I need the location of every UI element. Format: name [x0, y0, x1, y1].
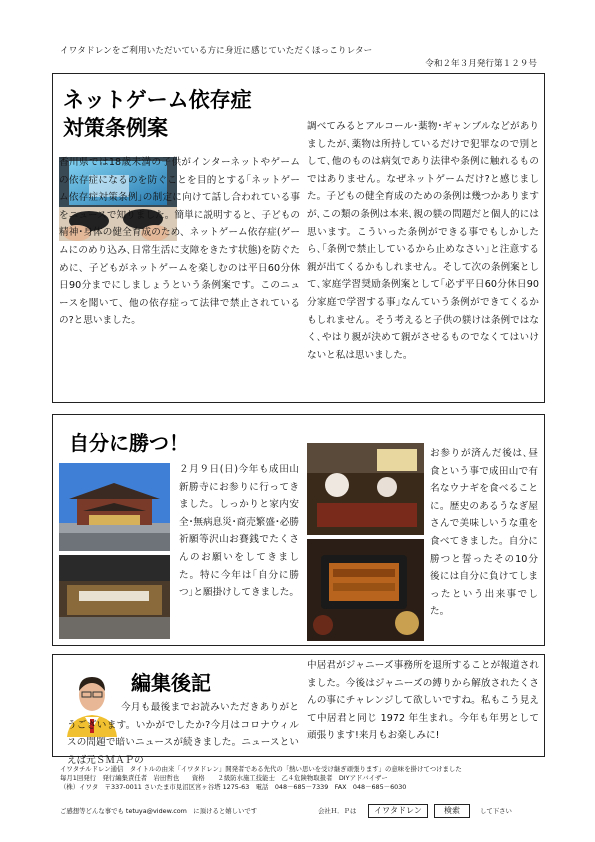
- site-name-button[interactable]: イワタドレン: [368, 804, 428, 818]
- article-left-column: ２月９日(日)今年も成田山新勝寺にお参りに行ってきました。しっかりと家内安全･無病息災･商売繁盛･必勝祈願等沢山お賽銭でたくさんのお願いをしてきました。特に今年は｢自分に勝つ｣と願掛けしてきました。: [179, 464, 299, 599]
- article-right-column: 調べてみるとアルコール･薬物･ギャンブルなどがありましたが､薬物は所持しているだけで犯罪なので別として､他のものは病気であり法律や条例に触れるものではありません。なぜネットゲームだけ?と感じました。子どもの健全育成のための条例は幾つかありますが､この類の条例は本来､親の躾の問題だと個人的には思います。こういった条例ができる事でもしかしたら､｢条例で禁止しているから止めなさい｣と注意する親が出てくるかもしれません。そして次の条例案として､家庭学習奨励条例案として｢必ず平日60分休日90分家庭で学習する事｣なんていう条例ができてくるかもしれません。そう考えると子供の躾けは条例ではなく､やはり親が決めて親がさせるものでなくてはいけないと私は思いました。: [307, 121, 539, 361]
- dining-photo: [307, 443, 424, 535]
- article-title: ネットゲーム依存症 対策条例案: [63, 88, 252, 140]
- footer-line-2: 毎月1回発行 発行編集責任者 岩田哲也 資格 ２級防水施工技能士 乙４危険物取扱者 DIYアドバイザー: [60, 774, 388, 783]
- article-left-column: 香川県では18歳未満の子供がインターネットやゲームの依存症になるのを防ぐことを目的とする｢ネットゲーム依存症対策条例｣の制定に向けて話し合われている事をニュースで知りました。簡単に説明すると、子どもの精神･身体の健全育成のため、ネットゲーム依存症(ゲームにのめり込み､日常生活に支障をきたす状態)を防ぐために、子どもがネットゲームを楽しむのは平日60分休日90分までにしましょうという条例案です。このニュースを聞いて、他の依存症って法律で禁止されているの?と思いました。: [59, 157, 300, 327]
- article-right-column: お参りが済んだ後は､昼食という事で成田山で有名なウナギを食べることに。歴史のあるうなぎ屋さんで美味しいうな重を食べてきました。自分に勝つと誓ったその10分後には自分に負けてしまったという出来事でした。: [430, 448, 538, 618]
- footer-line-3: （株）イワタ 〒337-0011 さいたま市見沼区宮ヶ谷塔 1275-63 電話 048－685－7339 FAX 048－685－6030: [60, 783, 407, 792]
- header-tagline: イワタドレンをご利用いただいている方に身近に感じていただくほっこりレター: [60, 46, 373, 56]
- issue-number: 令和２年３月発行第１２９号: [425, 59, 537, 69]
- article-title: 編集後記: [131, 671, 211, 695]
- article-left-column: 今月も最後までお読みいただきありがとうございます。いかがでしたか?今月はコロナウィルスの問題で暗いニュースが続きました。ニュースといえば元ＳＭＡＰの: [67, 702, 299, 766]
- footer-hp-suffix: して下さい: [480, 807, 512, 815]
- article-right-column: 中居君がジャニーズ事務所を退所することが報道されました。今後はジャニーズの縛りから解放されたくさんの事にチャレンジして欲しいですね。私もこう見えて中居君と同じ 1972 年生まれ。今年も年男として頑張ります!来月もお楽しみに!: [307, 660, 539, 742]
- search-button[interactable]: 検索: [434, 804, 470, 818]
- temple-photo: [59, 463, 170, 551]
- editor-postscript: [52, 654, 545, 766]
- restaurant-photo: [59, 555, 170, 639]
- unagi-photo: [307, 539, 424, 641]
- footer-hp-label: 会社Ｈ．Ｐは: [318, 807, 357, 815]
- article-net-game: [52, 73, 545, 403]
- article-title: 自分に勝つ！: [69, 431, 189, 455]
- article-win-yourself: [52, 414, 545, 646]
- footer-feedback: ご感想等どんな事でも tetuya@videw.com に頂けると嬉しいです: [60, 807, 258, 815]
- footer: [60, 765, 550, 793]
- footer-line-1: イワタチルドレン通信 タイトルの由来「イワタドレン」開発者である先代の「熱い思いを受け継ぎ頑張ります」の意味を掛けてつけました: [60, 765, 462, 773]
